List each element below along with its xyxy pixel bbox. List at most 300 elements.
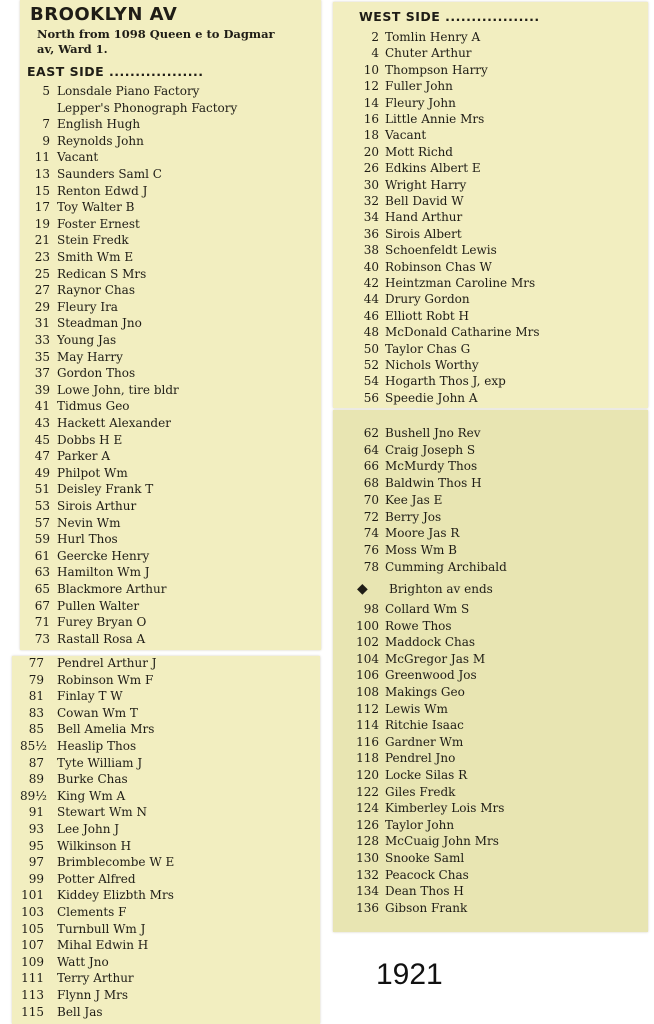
directory-entry [20,399,321,416]
resident-name: Hand Arthur [385,210,463,225]
west-side-heading: WEST SIDE .................. [359,9,540,24]
house-number: 47 [34,449,50,464]
house-number: 40 [363,259,379,274]
house-number: 11 [34,150,50,165]
house-number: 64 [363,442,379,457]
directory-entry [333,243,648,260]
house-number: 134 [356,884,379,899]
house-number: 89 [28,772,44,787]
house-number: 111 [21,971,44,986]
house-number: 126 [356,817,379,832]
west-side-clipping-lower [333,410,648,932]
directory-entry [333,768,648,785]
resident-name: Reynolds John [57,133,144,148]
house-number: 136 [356,900,379,915]
directory-entry [20,433,321,450]
directory-entry [20,366,321,383]
directory-entry [333,619,648,636]
house-number: 97 [28,855,44,870]
street-subtitle-line1: North from 1098 Queen e to Dagmar [37,27,275,41]
directory-entry [333,901,648,918]
resident-name: Sirois Arthur [57,499,137,513]
directory-entry [12,872,320,889]
house-number: 21 [34,233,50,248]
resident-name: Flynn J Mrs [57,988,129,1002]
house-number: 2 [371,30,379,44]
resident-name: Saunders Saml C [57,167,162,181]
house-number: 51 [34,482,50,497]
resident-name: Dobbs H E [57,432,123,447]
house-number: 41 [34,399,50,414]
house-number: 108 [356,685,379,699]
resident-name: Foster Ernest [57,216,140,231]
house-number: 59 [34,532,50,547]
directory-entry [20,582,321,599]
directory-entry [12,822,320,839]
resident-name: Gibson Frank [385,900,468,915]
directory-entry [333,426,648,443]
directory-entry [333,227,648,244]
house-number: 76 [363,542,379,557]
west-side-clipping-upper [333,2,648,408]
house-number: 9 [42,133,50,148]
resident-name: Rastall Rosa A [57,631,146,646]
house-number: 113 [21,988,44,1002]
resident-name: Hackett Alexander [57,416,171,430]
resident-name: Fleury John [385,95,456,110]
resident-name: Sirois Albert [385,226,462,241]
house-number: 43 [34,416,50,430]
directory-entry [20,84,321,101]
resident-name: Philpot Wm [57,465,128,480]
resident-name: Rowe Thos [385,618,452,633]
house-number: 20 [363,144,379,159]
house-number: 57 [34,515,50,530]
resident-name: Collard Wm S [385,602,470,616]
house-number: 17 [34,200,50,215]
directory-entry [20,167,321,184]
resident-name: Edkins Albert E [385,161,481,176]
house-number: 10 [363,62,379,77]
directory-entry [12,839,320,856]
resident-name: Geercke Henry [57,548,150,563]
directory-entry [333,702,648,719]
house-number: 38 [363,243,379,258]
resident-name: Heaslip Thos [57,739,137,753]
directory-entry [333,292,648,309]
directory-entry [12,756,320,773]
directory-entry [333,63,648,80]
directory-entry [333,543,648,560]
directory-entry [20,532,321,549]
house-number: 66 [363,459,379,474]
east-side-clipping-upper [20,0,321,650]
resident-name: Lee John J [57,822,120,836]
directory-entry [12,905,320,922]
resident-name: Bell Amelia Mrs [57,722,155,737]
resident-name: Hurl Thos [57,532,118,547]
directory-entry [333,751,648,768]
house-number: 118 [356,751,379,766]
directory-entry [20,117,321,134]
house-number: 13 [34,167,50,181]
house-number: 48 [363,325,379,340]
resident-name: McCuaig John Mrs [385,834,499,849]
resident-name: Locke Silas R [385,768,468,782]
house-number: 98 [363,602,379,616]
resident-name: Snooke Saml [385,851,465,865]
directory-entry [12,855,320,872]
directory-entry [12,673,320,690]
directory-entry [333,560,648,577]
directory-entry [333,668,648,685]
house-number: 85½ [20,739,47,753]
resident-name: Taylor Chas G [385,341,471,356]
east-side-lower-list [12,656,320,1024]
resident-name: Wright Harry [385,177,467,192]
directory-entry [333,194,648,211]
house-number: 116 [356,734,379,749]
resident-name: Fuller John [385,79,453,94]
directory-entry [20,184,321,201]
house-number: 39 [34,382,50,397]
resident-name: Young Jas [57,333,117,347]
house-number: 46 [363,308,379,323]
directory-entry [20,250,321,267]
directory-entry [20,233,321,250]
directory-entry [333,476,648,493]
resident-name: Tomlin Henry A [385,30,481,44]
house-number: 33 [34,333,50,347]
directory-entry [20,599,321,616]
house-number: 93 [28,822,44,836]
directory-entry [333,309,648,326]
directory-entry [20,466,321,483]
house-number: 63 [34,565,50,580]
house-number: 49 [34,465,50,480]
directory-entry [333,526,648,543]
resident-name: Makings Geo [385,685,465,699]
house-number: 65 [34,582,50,596]
resident-name: Pendrel Arthur J [57,656,157,670]
house-number: 99 [28,871,44,886]
resident-name: Cowan Wm T [57,705,138,720]
house-number: 106 [356,668,379,683]
house-number: 124 [356,801,379,816]
west-side-upper-list [333,30,648,406]
resident-name: McGregor Jas M [385,651,486,666]
directory-entry [12,789,320,806]
house-number: 14 [363,95,379,110]
directory-entry [333,161,648,178]
resident-name: Berry Jos [385,509,442,524]
house-number: 105 [21,921,44,936]
directory-entry [20,300,321,317]
resident-name: Hogarth Thos J, exp [385,374,506,389]
house-number: 107 [21,938,44,953]
directory-entry [333,459,648,476]
house-number: 122 [356,784,379,799]
resident-name: Peacock Chas [385,867,469,882]
directory-entry [333,834,648,851]
resident-name: McDonald Catharine Mrs [385,325,540,340]
directory-entry [333,358,648,375]
house-number: 16 [363,112,379,126]
directory-entry [333,493,648,510]
directory-entry [20,615,321,632]
house-number: 19 [34,216,50,231]
directory-entry [12,971,320,988]
directory-entry [12,1005,320,1022]
house-number: 78 [363,559,379,574]
resident-name: Taylor John [385,817,455,832]
house-number: 83 [28,705,44,720]
directory-entry [20,516,321,533]
resident-name: Lowe John, tire bldr [57,382,179,397]
resident-name: Kee Jas E [385,492,443,507]
house-number: 54 [363,374,379,389]
house-number: 85 [28,722,44,737]
directory-entry [333,79,648,96]
house-number: 73 [34,631,50,646]
directory-entry [12,706,320,723]
resident-name: Steadman Jno [57,316,142,331]
directory-entry [20,416,321,433]
east-side-clipping-lower [12,656,320,1024]
house-number: 12 [363,79,379,94]
house-number: 27 [34,283,50,298]
house-number: 52 [363,358,379,372]
resident-name: Brimblecombe W E [57,855,175,870]
resident-name: English Hugh [57,117,141,132]
house-number: 61 [34,548,50,563]
directory-entry [333,145,648,162]
resident-name: Fleury Ira [57,299,118,314]
resident-name: Toy Walter B [57,200,135,215]
directory-entry [333,46,648,63]
resident-name: Pullen Walter [57,598,140,613]
directory-entry [333,443,648,460]
resident-name: Moore Jas R [385,526,460,541]
directory-entry [20,549,321,566]
directory-entry [333,868,648,885]
house-number: 70 [363,492,379,507]
resident-name: Moss Wm B [385,542,457,557]
resident-name: Raynor Chas [57,283,135,298]
house-number: 101 [21,888,44,903]
resident-name: Vacant [385,128,427,143]
house-number: 72 [363,509,379,524]
house-number: 15 [34,183,50,198]
resident-name: Drury Gordon [385,292,470,307]
resident-name: Greenwood Jos [385,668,477,683]
east-side-heading: EAST SIDE .................. [27,64,204,79]
resident-name: Schoenfeldt Lewis [385,243,497,258]
resident-name: Nevin Wm [57,515,121,530]
directory-entry [20,316,321,333]
resident-name: Potter Alfred [57,871,136,886]
directory-entry [20,482,321,499]
resident-name: Gardner Wm [385,734,464,749]
resident-name: Smith Wm E [57,250,134,264]
directory-entry [20,333,321,350]
house-number: 35 [34,349,50,364]
house-number: 34 [363,210,379,225]
house-number: 100 [356,618,379,633]
directory-entry [333,128,648,145]
directory-entry [20,101,321,118]
directory-entry [12,689,320,706]
house-number: 115 [21,1004,44,1019]
resident-name: Turnbull Wm J [57,921,146,936]
resident-name: Mihal Edwin H [57,938,149,953]
house-number: 5 [42,84,50,98]
house-number: 77 [28,656,44,670]
resident-name: Cumming Archibald [385,559,507,574]
resident-name: Nichols Worthy [385,358,479,372]
directory-entry [20,283,321,300]
house-number: 31 [34,316,50,331]
directory-entry [20,200,321,217]
house-number: 74 [363,526,379,541]
west-side-lower-list-a [333,426,648,586]
resident-name: Bell Jas [57,1004,103,1019]
directory-entry [333,735,648,752]
directory-entry [333,602,648,619]
house-number: 62 [363,426,379,440]
house-number: 56 [363,390,379,405]
directory-entry [333,276,648,293]
resident-name: Lonsdale Piano Factory [57,84,200,98]
west-side-lower-list-b [333,602,648,922]
directory-entry [333,510,648,527]
resident-name: Redican S Mrs [57,266,147,281]
resident-name: Bell David W [385,194,464,208]
street-subtitle-line2: av, Ward 1. [37,42,108,56]
house-number: 68 [363,476,379,491]
resident-name: Kimberley Lois Mrs [385,801,505,816]
resident-name: McMurdy Thos [385,459,478,474]
directory-entry [12,888,320,905]
directory-entry [333,652,648,669]
house-number: 120 [356,768,379,782]
resident-name: Burke Chas [57,772,128,787]
directory-entry [20,632,321,649]
house-number: 114 [356,718,379,733]
directory-entry [12,772,320,789]
directory-entry [333,785,648,802]
house-number: 89½ [20,788,47,803]
resident-name: Tidmus Geo [57,399,130,414]
resident-name: King Wm A [57,788,126,803]
resident-name: Robinson Chas W [385,259,492,274]
cross-street-label: Brighton av ends [389,582,493,596]
directory-entry [20,565,321,582]
house-number: 130 [356,851,379,865]
house-number: 103 [21,905,44,919]
resident-name: Pendrel Jno [385,751,456,766]
resident-name: Mott Richd [385,144,453,159]
resident-name: Stewart Wm N [57,805,147,820]
directory-entry [333,818,648,835]
directory-entry [333,178,648,195]
house-number: 26 [363,161,379,176]
directory-entry [20,150,321,167]
house-number: 102 [356,635,379,650]
house-number: 23 [34,250,50,264]
resident-name: Chuter Arthur [385,46,472,61]
resident-name: Parker A [57,449,111,464]
year-label: 1921 [376,958,443,991]
directory-entry [333,210,648,227]
resident-name: Lewis Wm [385,701,448,716]
house-number: 32 [363,194,379,208]
house-number: 18 [363,128,379,143]
directory-entry [333,635,648,652]
house-number: 71 [34,615,50,630]
house-number: 87 [28,755,44,770]
directory-entry [333,30,648,47]
resident-name: Dean Thos H [385,884,464,899]
house-number: 67 [34,598,50,613]
directory-entry [333,851,648,868]
directory-entry [12,722,320,739]
directory-entry [333,685,648,702]
house-number: 128 [356,834,379,849]
house-number: 25 [34,266,50,281]
resident-name: Baldwin Thos H [385,476,482,491]
directory-entry [12,955,320,972]
directory-entry [333,391,648,408]
house-number: 36 [363,226,379,241]
resident-name: Finlay T W [57,689,123,704]
house-number: 4 [371,46,379,61]
resident-name: Speedie John A [385,390,478,405]
resident-name: Bushell Jno Rev [385,426,481,440]
directory-entry [20,267,321,284]
resident-name: Vacant [57,150,99,165]
house-number: 29 [34,299,50,314]
resident-name: Renton Edwd J [57,183,148,198]
directory-entry [12,988,320,1005]
directory-entry [333,718,648,735]
house-number: 81 [28,689,44,704]
house-number: 7 [42,117,50,132]
resident-name: Tyte William J [57,755,143,770]
directory-entry [12,656,320,673]
resident-name: Lepper's Phonograph Factory [57,100,238,115]
house-number: 42 [363,276,379,290]
directory-entry [20,499,321,516]
house-number: 95 [28,838,44,853]
house-number: 104 [356,651,379,666]
resident-name: Deisley Frank T [57,482,154,497]
directory-entry [12,805,320,822]
resident-name: Elliott Robt H [385,308,469,323]
house-number: 37 [34,366,50,381]
resident-name: Wilkinson H [57,838,132,853]
directory-entry [20,217,321,234]
resident-name: Maddock Chas [385,635,476,650]
house-number: 79 [28,672,44,687]
resident-name: Furey Bryan O [57,615,147,630]
house-number: 30 [363,177,379,192]
street-title: BROOKLYN AV [30,4,178,25]
resident-name: Little Annie Mrs [385,112,485,126]
house-number: 45 [34,432,50,447]
directory-entry [333,801,648,818]
house-number: 44 [363,292,379,307]
